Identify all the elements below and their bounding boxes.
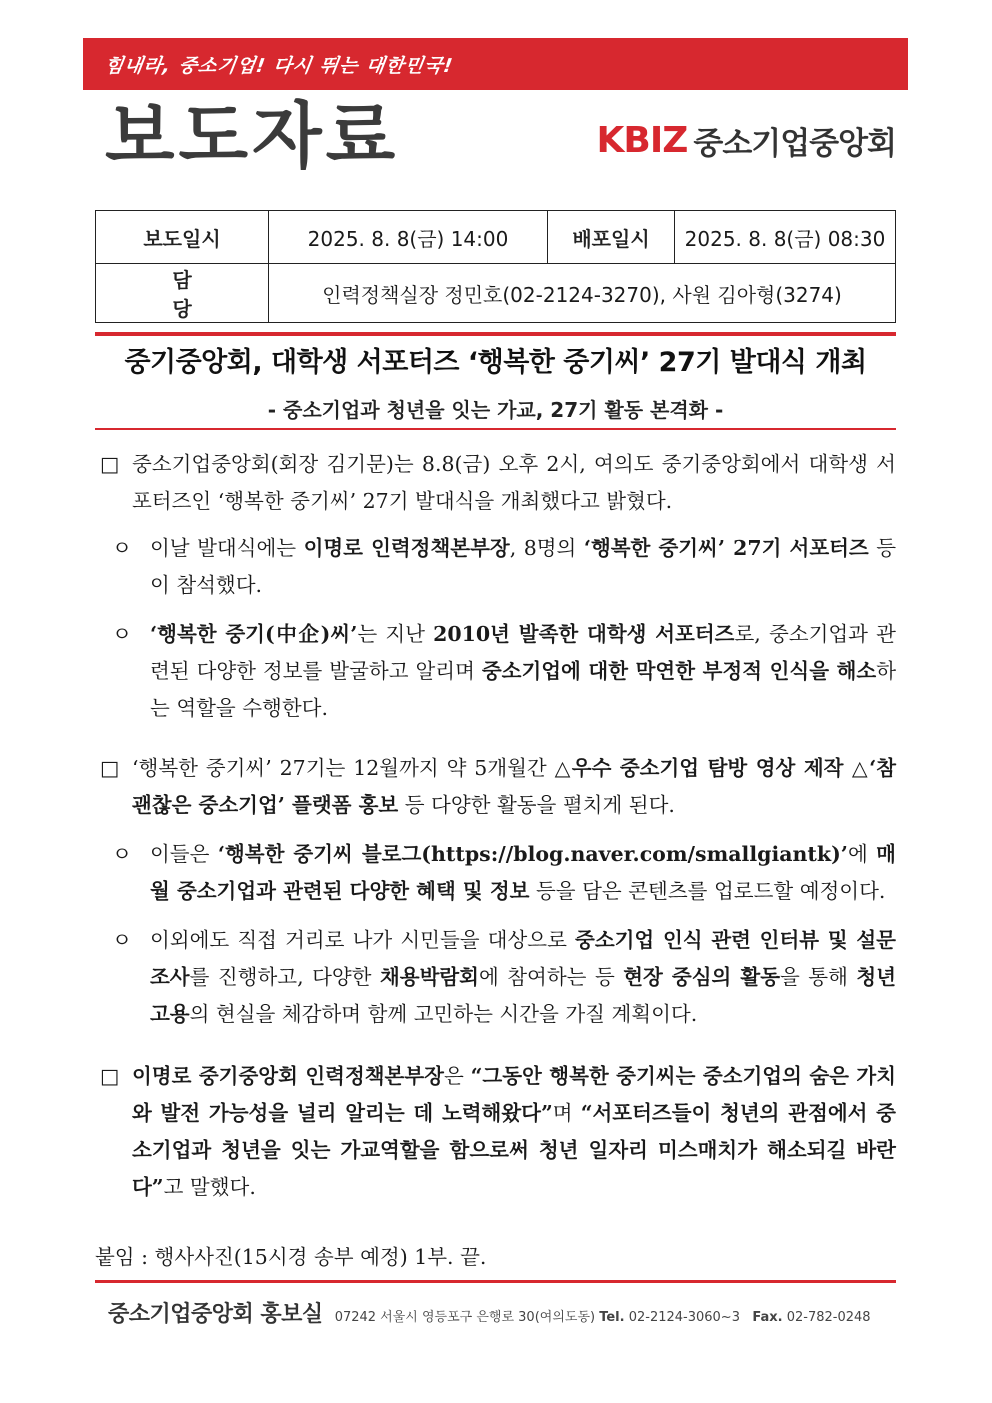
attachment-note: 붙임 : 행사사진(15시경 송부 예정) 1부. 끝. bbox=[95, 1245, 487, 1269]
square-bullet: □ bbox=[100, 1064, 120, 1088]
release-label: 보도일시 bbox=[96, 211, 269, 264]
logo-mark: KBIZ bbox=[596, 120, 688, 161]
headline-top-rule bbox=[95, 332, 896, 336]
circle-bullet: ㅇ bbox=[112, 928, 132, 952]
dist-label: 배포일시 bbox=[548, 211, 675, 264]
fax-label: Fax. bbox=[752, 1310, 783, 1325]
body-paragraph-2 bbox=[100, 750, 896, 824]
paragraph-text: 이날 발대식에는 이명로 인력정책본부장, 8명의 ‘행복한 중기씨’ 27기 서포터즈 등이 참석했다. bbox=[150, 536, 897, 597]
banner-slogan: 힘내라, 중소기업! 다시 뛰는 대한민국! bbox=[103, 55, 455, 77]
contact-value: 인력정책실장 정민호(02-2124-3270), 사원 김아형(3274) bbox=[269, 264, 896, 323]
footer-rule bbox=[95, 1280, 896, 1283]
fax-number: 02-782-0248 bbox=[786, 1310, 871, 1325]
footer-contact bbox=[335, 1306, 871, 1325]
headline-bottom-rule bbox=[95, 428, 896, 430]
paragraph-text: 이외에도 직접 거리로 나가 시민들을 대상으로 중소기업 인식 관련 인터뷰 및 설문조사를 진행하고, 다양한 채용박람회에 참여하는 등 현장 중심의 활동을 통해 청년고용의 현실을 체감하며 함께 고민하는 시간을 가질 계획이다. bbox=[150, 928, 896, 1026]
body-sub-1b bbox=[112, 616, 896, 727]
circle-bullet: ㅇ bbox=[112, 842, 132, 866]
footer bbox=[108, 1297, 871, 1328]
paragraph-text: 이들은 ‘행복한 중기씨 블로그(https://blog.naver.com/smallgiantk)’에 매월 중소기업과 관련된 다양한 혜택 및 정보 등을 담은 콘텐츠를 업로드할 예정이다. bbox=[150, 842, 896, 903]
subheadline: - 중소기업과 청년을 잇는 가교, 27기 활동 본격화 - bbox=[267, 398, 724, 422]
body-paragraph-3 bbox=[100, 1058, 896, 1206]
body-sub-2a bbox=[112, 836, 896, 910]
body-sub-2b bbox=[112, 922, 896, 1033]
circle-bullet: ㅇ bbox=[112, 536, 132, 560]
tel-label: Tel. bbox=[599, 1310, 625, 1325]
body-paragraph-1 bbox=[100, 446, 896, 520]
doc-title: 보도자료 bbox=[105, 94, 400, 178]
dist-value: 2025. 8. 8(금) 08:30 bbox=[675, 211, 896, 264]
release-value: 2025. 8. 8(금) 14:00 bbox=[269, 211, 548, 264]
square-bullet: □ bbox=[100, 452, 120, 476]
footer-address: 07242 서울시 영등포구 은행로 30(여의도동) bbox=[334, 1310, 596, 1325]
footer-org: 중소기업중앙회 홍보실 bbox=[108, 1302, 323, 1327]
info-row-dates bbox=[96, 211, 896, 264]
tel-number: 02-2124-3060~3 bbox=[628, 1310, 740, 1325]
contact-label: 담당 bbox=[96, 264, 269, 323]
release-info-table bbox=[95, 210, 896, 323]
square-bullet: □ bbox=[100, 756, 120, 780]
headline: 중기중앙회, 대학생 서포터즈 ‘행복한 중기씨’ 27기 발대식 개최 bbox=[124, 347, 867, 378]
info-row-contact bbox=[96, 264, 896, 323]
paragraph-text: 이명로 중기중앙회 인력정책본부장은 “그동안 행복한 중기씨는 중소기업의 숨은 가치와 발전 가능성을 널리 알리는 데 노력해왔다”며 “서포터즈들이 청년의 관점에서 중소기업과 청년을 잇는 가교역할을 함으로써 청년 일자리 미스매치가 해소되길 바란다”고 말했다. bbox=[132, 1064, 897, 1199]
slogan-banner bbox=[83, 38, 908, 90]
body-sub-1a bbox=[112, 530, 896, 604]
paragraph-text: 중소기업중앙회(회장 김기문)는 8.8(금) 오후 2시, 여의도 중기중앙회에서 대학생 서포터즈인 ‘행복한 중기씨’ 27기 발대식을 개최했다고 밝혔다. bbox=[132, 452, 896, 513]
logo-name: 중소기업중앙회 bbox=[693, 126, 896, 162]
paragraph-text: ‘행복한 중기씨’ 27기는 12월까지 약 5개월간 △우수 중소기업 탐방 영상 제작 △‘참 괜찮은 중소기업’ 플랫폼 홍보 등 다양한 활동을 펼치게 된다. bbox=[132, 756, 897, 817]
kbiz-logo bbox=[597, 118, 896, 163]
paragraph-text: ‘행복한 중기(中企)씨’는 지난 2010년 발족한 대학생 서포터즈로, 중소기업과 관련된 다양한 정보를 발굴하고 알리며 중소기업에 대한 막연한 부정적 인식을 해소하는 역할을 수행한다. bbox=[150, 622, 896, 720]
circle-bullet: ㅇ bbox=[112, 622, 132, 646]
